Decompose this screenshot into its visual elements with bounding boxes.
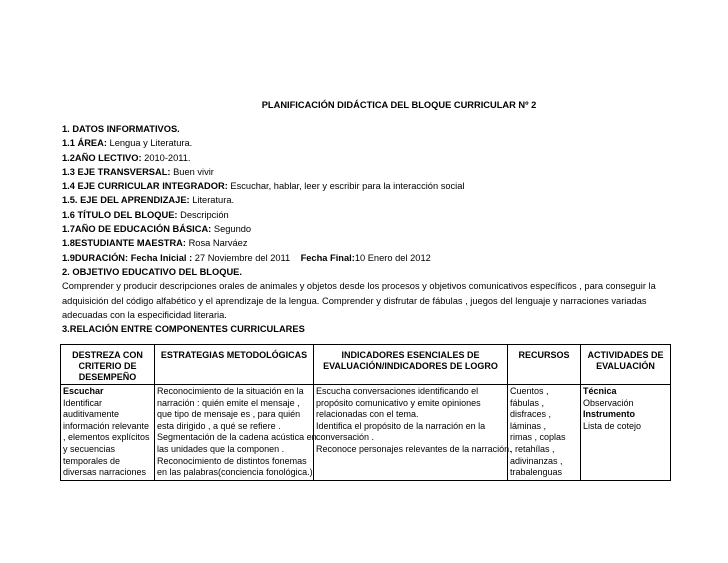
cell-line: Escucha conversaciones identificando el: [316, 386, 479, 396]
column-header: [155, 345, 314, 385]
section-heading: 3.RELACIÓN ENTRE COMPONENTES CURRICULARES: [62, 324, 305, 335]
header-line: EVALUACIÓN: [596, 361, 655, 371]
cell-line: información relevante: [63, 420, 150, 431]
cell-line: las unidades que la componen .: [157, 443, 285, 454]
destreza-cell: [61, 385, 155, 481]
column-header: [314, 345, 508, 385]
field-value: 2010-2011.: [141, 152, 191, 163]
cell-line: diversas narraciones: [63, 467, 147, 478]
field-label: 1.7AÑO DE EDUCACIÓN BÁSICA:: [62, 224, 212, 235]
cell-line: relacionadas con el tema.: [316, 409, 419, 420]
cell-line: adivinanzas ,: [510, 455, 563, 466]
header-line: RECURSOS: [518, 350, 570, 360]
field-value: Rosa Narváez: [185, 238, 248, 249]
field-label: 1.3 EJE TRANSVERSAL:: [62, 166, 171, 177]
header-line: ACTIVIDADES DE: [587, 350, 664, 360]
section-heading: 1. DATOS INFORMATIVOS.: [62, 124, 180, 134]
duration-label: 1.9DURACIÓN: Fecha Inicial :: [62, 252, 193, 263]
field-value: Literatura.: [189, 195, 235, 206]
field-label: 1.6 TÍTULO DEL BLOQUE:: [62, 209, 178, 220]
start-date: 27 Noviembre del 2011: [192, 252, 291, 263]
cell-line: Identifica el propósito de la narración en la: [316, 420, 486, 431]
field-value: Lengua y Literatura.: [106, 138, 193, 149]
cell-line: Cuentos ,: [510, 386, 549, 396]
end-label: Fecha Final:: [300, 252, 355, 263]
header-line: ESTRATEGIAS METODOLÓGICAS: [160, 350, 308, 360]
cell-line: disfraces ,: [510, 409, 552, 420]
info-field: [62, 151, 672, 165]
cell-line: Reconocimiento de la situación en la: [157, 386, 304, 396]
info-field: [62, 165, 672, 179]
cell-line: y secuencias: [63, 443, 116, 454]
cell-line: Escuchar: [63, 386, 104, 396]
header-line: DESEMPEÑO: [78, 372, 137, 382]
cell-line: Reconoce personajes relevantes de la narración.: [316, 443, 512, 454]
header-line: INDICADORES ESENCIALES DE: [341, 350, 480, 360]
field-value: Segundo: [211, 224, 252, 235]
field-label: 1.5. EJE DEL APRENDIZAJE:: [62, 195, 190, 206]
duration-line: [62, 251, 672, 265]
cell-line: trabalenguas: [510, 467, 563, 478]
info-field: [62, 236, 672, 250]
instrumento-label: Instrumento: [583, 409, 636, 420]
estrategias-cell: [155, 385, 317, 481]
cell-line: conversación .: [316, 432, 375, 443]
cell-line: fábulas ,: [510, 397, 545, 408]
field-value: Buen vivir: [170, 166, 214, 177]
field-label: 1.2AÑO LECTIVO:: [62, 152, 142, 163]
column-header: [61, 345, 155, 385]
actividades-cell: [581, 385, 671, 481]
cell-line: temporales de: [63, 455, 121, 466]
field-value: Escuchar, hablar, leer y escribir para la interacción social: [227, 181, 465, 192]
column-header: [581, 345, 671, 385]
cell-line: que tipo de mensaje es , para quién: [157, 409, 301, 420]
info-field: [62, 193, 672, 207]
cell-line: Identificar: [63, 397, 103, 408]
header-line: EVALUACIÓN/INDICADORES DE LOGRO: [323, 361, 498, 371]
table-header-row: [61, 345, 671, 385]
field-value: Descripción: [177, 209, 229, 220]
header-line: CRITERIO DE: [78, 361, 137, 371]
cell-line: narración : quién emite el mensaje ,: [157, 397, 300, 408]
cell-line: propósito comunicativo y emite opiniones: [316, 397, 481, 408]
field-label: 1.1 ÁREA:: [62, 138, 107, 149]
header-line: DESTREZA CON: [72, 350, 143, 360]
document-body: [62, 122, 672, 336]
cell-line: láminas ,: [510, 420, 547, 431]
tecnica-value: Observación: [583, 397, 634, 408]
objective-text: Comprender y producir descripciones orales de animales y objetos desde los procesos y objetivos comunicativos específicos , para conseguir la adquisición del código alfabético y el aprendizaje de la lengua. Comprender y disfrutar de fábulas , juegos del lenguaje y narraciones variadas adecuadas con la especificidad literaria.: [62, 281, 656, 320]
field-label: 1.8ESTUDIANTE MAESTRA:: [62, 238, 186, 249]
section-heading: 2. OBJETIVO EDUCATIVO DEL BLOQUE.: [62, 266, 242, 277]
page-title: PLANIFICACIÓN DIDÁCTICA DEL BLOQUE CURRICULAR Nº 2: [261, 100, 537, 110]
end-date: 10 Enero del 2012: [354, 252, 431, 263]
info-fields: [62, 136, 672, 250]
curricular-table: [60, 344, 671, 481]
cell-line: en las palabras(conciencia fonológica.): [157, 467, 313, 478]
field-label: 1.4 EJE CURRICULAR INTEGRADOR:: [62, 181, 228, 192]
info-field: [62, 208, 672, 222]
instrumento-value: Lista de cotejo: [583, 420, 642, 431]
info-field: [62, 136, 672, 150]
cell-line: Reconocimiento de distintos fonemas: [157, 455, 307, 466]
cell-line: esta dirigido , a qué se refiere .: [157, 420, 281, 431]
table-row: [61, 385, 671, 481]
recursos-cell: [508, 385, 581, 481]
cell-line: auditivamente: [63, 409, 120, 420]
indicadores-cell: [314, 385, 512, 481]
cell-line: , retahílas ,: [510, 443, 555, 454]
info-field: [62, 222, 672, 236]
cell-line: rimas , coplas: [510, 432, 566, 443]
info-field: [62, 179, 672, 193]
cell-line: Segmentación de la cadena acústica en: [157, 432, 317, 443]
column-header: [508, 345, 581, 385]
cell-line: , elementos explícitos: [63, 432, 150, 443]
tecnica-label: Técnica: [583, 386, 617, 396]
